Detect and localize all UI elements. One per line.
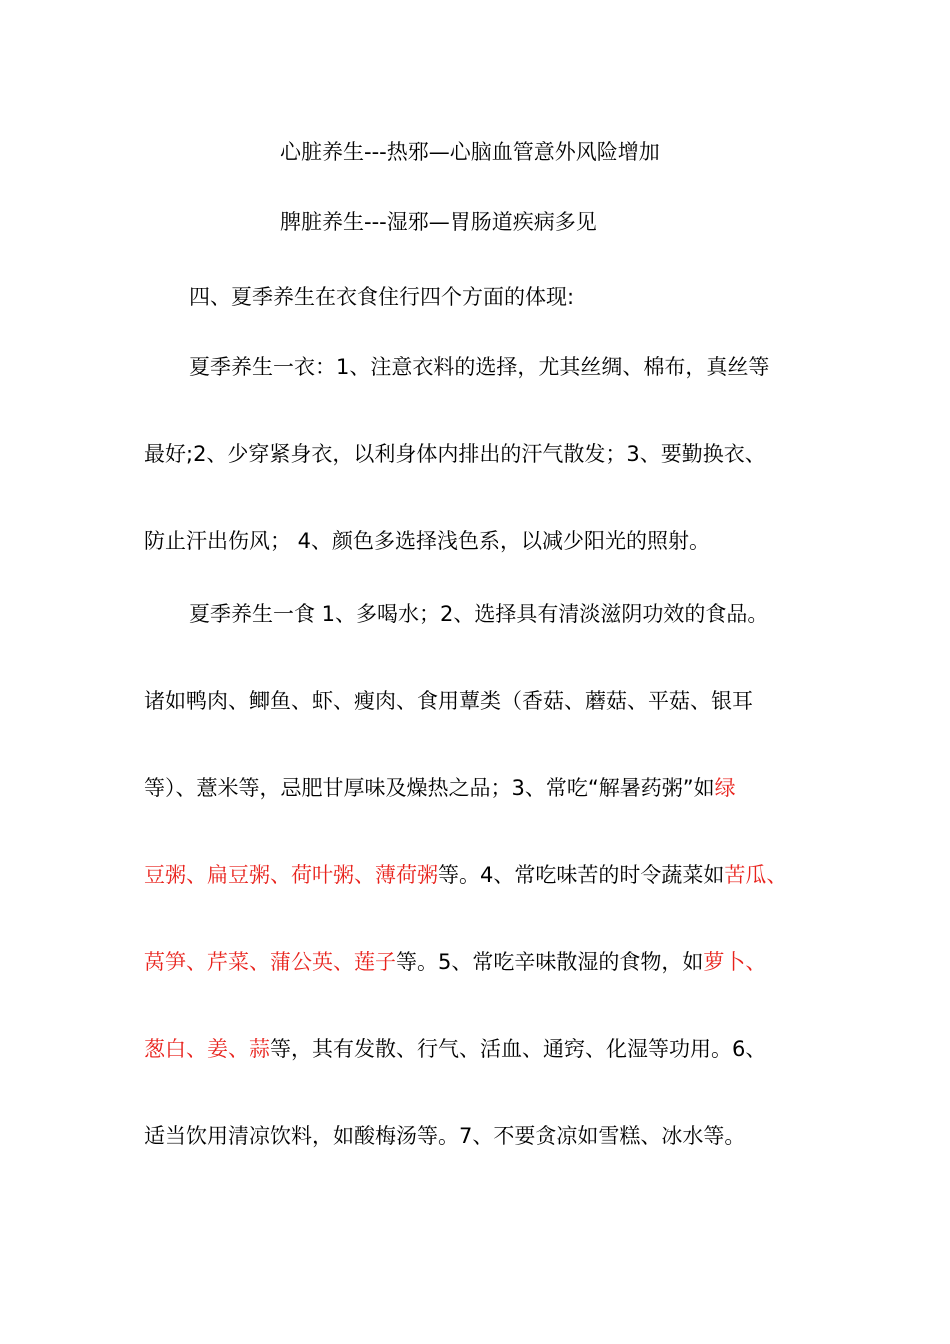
food-highlight-radish: 萝卜、 [703, 950, 767, 974]
food-highlight-spices: 葱白、姜、蒜 [144, 1037, 270, 1061]
food-line-6 [144, 1034, 766, 1064]
food-highlight-mung: 绿 [714, 776, 736, 800]
food-highlight-vegetables: 莴笋、芹菜、蒲公英、莲子 [144, 950, 396, 974]
food-line-4-text: 等。4、常吃味苦的时令蔬菜如 [438, 863, 725, 887]
food-line-2: 诸如鸭肉、鲫鱼、虾、瘦肉、食用蕈类（香菇、蘑菇、平菇、银耳 [144, 689, 753, 713]
heading-heart: 心脏养生---热邪—心脑血管意外风险增加 [280, 140, 660, 164]
food-line-7: 适当饮用清凉饮料，如酸梅汤等。7、不要贪凉如雪糕、冰水等。 [144, 1124, 746, 1148]
food-highlight-bitter-melon: 苦瓜、 [724, 863, 788, 887]
food-highlight-porridges: 豆粥、扁豆粥、荷叶粥、薄荷粥 [144, 863, 438, 887]
food-line-5 [144, 947, 766, 977]
food-line-3-text: 等）、薏米等，忌肥甘厚味及燥热之品；3、常吃“解暑药粥”如 [144, 776, 715, 800]
clothing-line-1: 夏季养生一衣：1、注意衣料的选择，尤其丝绸、棉布，真丝等 [189, 355, 770, 379]
food-line-6-text: 等，其有发散、行气、活血、通窍、化湿等功用。6、 [270, 1037, 767, 1061]
food-line-4 [144, 860, 787, 890]
food-line-3 [144, 773, 736, 803]
food-line-1: 夏季养生一食 1、多喝水；2、选择具有清淡滋阴功效的食品。 [189, 602, 769, 626]
heading-spleen: 脾脏养生---湿邪—胃肠道疾病多见 [280, 210, 597, 234]
clothing-line-2: 最好;2、少穿紧身衣，以利身体内排出的汗气散发；3、要勤换衣、 [144, 442, 766, 466]
food-line-5-text: 等。5、常吃辛味散湿的食物，如 [396, 950, 704, 974]
clothing-line-3: 防止汗出伤风； 4、颜色多选择浅色系，以减少阳光的照射。 [144, 529, 711, 553]
section-four-title: 四、夏季养生在衣食住行四个方面的体现: [189, 285, 575, 309]
